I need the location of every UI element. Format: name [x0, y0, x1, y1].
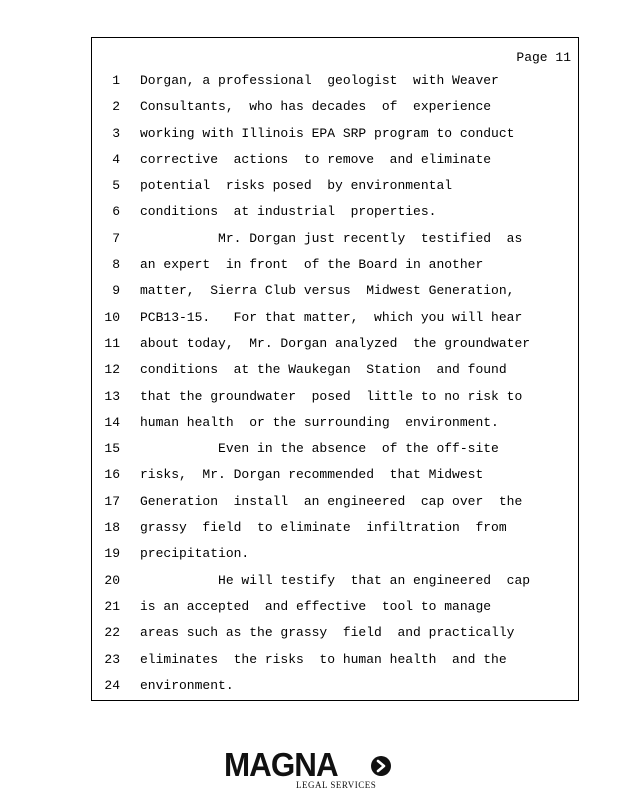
transcript-line — [92, 283, 578, 309]
transcript-line — [92, 678, 578, 704]
line-text: grassy field to eliminate infiltration from — [140, 520, 507, 536]
line-number: 7 — [112, 230, 120, 246]
line-number: 3 — [112, 125, 120, 141]
transcript-page — [91, 37, 579, 701]
transcript-line — [92, 73, 578, 99]
transcript-line — [92, 204, 578, 230]
line-text: risks, Mr. Dorgan recommended that Midwest — [140, 467, 484, 483]
transcript-line — [92, 441, 578, 467]
line-number: 19 — [104, 546, 120, 562]
line-text: an expert in front of the Board in another — [140, 257, 484, 273]
line-number: 14 — [104, 414, 120, 430]
line-text: Generation install an engineered cap over the — [140, 493, 523, 509]
transcript-line — [92, 178, 578, 204]
line-number: 9 — [112, 283, 120, 299]
transcript-lines — [92, 73, 578, 704]
transcript-line — [92, 362, 578, 388]
line-number: 20 — [104, 572, 120, 588]
line-text: human health or the surrounding environment. — [140, 414, 499, 430]
magna-logo — [224, 747, 394, 793]
line-number: 10 — [104, 309, 120, 325]
chevron-circle-icon — [370, 755, 392, 777]
transcript-line — [92, 257, 578, 283]
transcript-line — [92, 231, 578, 257]
line-text: Dorgan, a professional geologist with Weaver — [140, 73, 499, 88]
transcript-line — [92, 520, 578, 546]
line-text: conditions at the Waukegan Station and found — [140, 362, 507, 378]
line-number: 2 — [112, 99, 120, 115]
line-text: Even in the absence of the off-site — [140, 441, 499, 457]
line-number: 24 — [104, 677, 120, 693]
line-number: 23 — [104, 651, 120, 667]
line-number: 4 — [112, 151, 120, 167]
line-text: Consultants, who has decades of experience — [140, 99, 492, 115]
line-text: eliminates the risks to human health and the — [140, 651, 507, 667]
line-number: 17 — [104, 493, 120, 509]
line-number: 13 — [104, 388, 120, 404]
line-number: 11 — [104, 335, 120, 351]
page-number: Page 11 — [516, 50, 571, 65]
line-number: 22 — [104, 625, 120, 641]
line-number: 21 — [104, 598, 120, 614]
transcript-line — [92, 573, 578, 599]
line-text: PCB13-15. For that matter, which you will hear — [140, 309, 523, 325]
transcript-line — [92, 467, 578, 493]
line-number: 16 — [104, 467, 120, 483]
line-number: 6 — [112, 204, 120, 220]
transcript-line — [92, 310, 578, 336]
line-number: 15 — [104, 441, 120, 457]
transcript-line — [92, 415, 578, 441]
line-text: He will testify that an engineered cap — [140, 572, 531, 588]
line-text: matter, Sierra Club versus Midwest Generation, — [140, 283, 515, 299]
logo-subtitle: LEGAL SERVICES — [296, 780, 377, 790]
transcript-line — [92, 126, 578, 152]
line-text: working with Illinois EPA SRP program to conduct — [140, 125, 515, 141]
line-number: 18 — [104, 520, 120, 536]
transcript-line — [92, 546, 578, 572]
line-text: corrective actions to remove and eliminate — [140, 151, 492, 167]
line-text: about today, Mr. Dorgan analyzed the groundwater — [140, 335, 531, 351]
line-text: conditions at industrial properties. — [140, 204, 437, 220]
transcript-line — [92, 625, 578, 651]
logo-wordmark: MAGNA — [224, 746, 338, 783]
line-text: is an accepted and effective tool to manage — [140, 598, 492, 614]
transcript-line — [92, 99, 578, 125]
transcript-line — [92, 152, 578, 178]
line-text: Mr. Dorgan just recently testified as — [140, 230, 523, 246]
transcript-line — [92, 336, 578, 362]
line-text: precipitation. — [140, 546, 250, 562]
line-number: 12 — [104, 362, 120, 378]
line-text: environment. — [140, 677, 234, 693]
line-text: potential risks posed by environmental — [140, 178, 453, 194]
line-number: 8 — [112, 257, 120, 273]
line-text: areas such as the grassy field and practically — [140, 625, 515, 641]
line-number: 5 — [112, 178, 120, 194]
line-text: that the groundwater posed little to no risk to — [140, 388, 523, 404]
transcript-line — [92, 652, 578, 678]
line-number: 1 — [112, 73, 120, 88]
transcript-line — [92, 494, 578, 520]
transcript-line — [92, 389, 578, 415]
transcript-line — [92, 599, 578, 625]
